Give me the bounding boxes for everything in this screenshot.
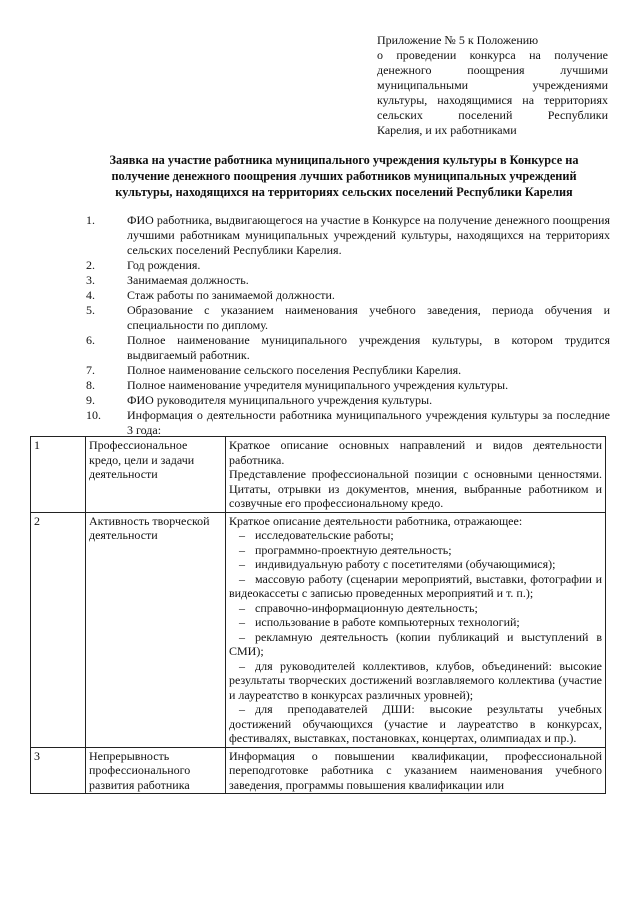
- item-number: 3.: [86, 273, 95, 287]
- row-title: Непрерывность профессионального развития работника: [86, 747, 226, 794]
- table-row: [31, 512, 606, 747]
- bullet-item: [229, 543, 602, 558]
- appendix-line: денежного поощрения лучшими: [377, 63, 608, 77]
- dash-marker: –: [239, 658, 245, 673]
- bullet-item: [229, 630, 602, 659]
- item-number: 2.: [86, 258, 95, 272]
- list-item: [86, 378, 610, 393]
- item-number: 7.: [86, 363, 95, 377]
- bullet-text: для руководителей коллективов, клубов, объединений: высокие результаты творческих достижений возглавляемого коллектива (участие и лауреатство в конкурсах различных уровней);: [229, 658, 602, 702]
- bullet-item: [229, 615, 602, 630]
- appendix-line: Карелия, и их работниками: [377, 123, 517, 137]
- requirements-list: [86, 213, 610, 438]
- item-text: Полное наименование учредителя муниципального учреждения культуры.: [127, 378, 509, 392]
- item-number: 5.: [86, 303, 95, 317]
- description-paragraph: Представление профессиональной позиции с основными ценностями. Цитаты, отрывки из документов, мнения, выбранные работником и созвучные его профессиональному кредо.: [229, 467, 602, 510]
- list-item: [86, 213, 610, 258]
- list-item: [86, 273, 610, 288]
- row-number: 2: [31, 512, 86, 747]
- item-text: Занимаемая должность.: [127, 273, 249, 287]
- dash-marker: –: [239, 528, 245, 542]
- item-number: 6.: [86, 333, 95, 347]
- dash-marker: –: [239, 542, 245, 557]
- bullet-text: программно-проектную деятельность;: [255, 542, 452, 557]
- row-description: Информация о повышении квалификации, профессиональной переподготовке работника с указанием наименования учебного заведения, программы повышения квалификации или: [226, 747, 606, 794]
- bullet-text: индивидуальную работу с посетителями (обучающимися);: [255, 557, 556, 571]
- appendix-header: [377, 33, 608, 138]
- item-number: 9.: [86, 393, 95, 407]
- bullet-item: [229, 702, 602, 746]
- item-text: ФИО работника, выдвигающегося на участие в Конкурсе на получение денежного поощрения лучшими работникам муниципальных учреждений культуры, находящихся на территориях сельских поселений Республики Карелия.: [127, 213, 610, 257]
- item-text: ФИО руководителя муниципального учреждения культуры.: [127, 393, 433, 407]
- item-text: Полное наименование муниципального учреждения культуры, в котором трудится выдвигаемый работник.: [127, 333, 610, 362]
- list-item: [86, 258, 610, 273]
- item-text: Образование с указанием наименования учебного заведения, периода обучения и специальности по диплому.: [127, 303, 610, 332]
- item-number: 10.: [86, 408, 101, 422]
- appendix-line: сельских поселений Республики: [377, 108, 608, 122]
- description-paragraph: Краткое описание основных направлений и видов деятельности работника.: [229, 438, 602, 467]
- item-text: Информация о деятельности работника муниципального учреждения культуры за последние 3 года:: [127, 408, 610, 437]
- appendix-line: Приложение № 5 к Положению: [377, 33, 539, 47]
- appendix-line: муниципальными учреждениями: [377, 78, 608, 92]
- item-text: Полное наименование сельского поселения Республики Карелия.: [127, 363, 462, 377]
- row-title: Профессиональное кредо, цели и задачи деятельности: [86, 437, 226, 513]
- bullet-item: [229, 659, 602, 703]
- bullet-item: [229, 601, 602, 616]
- row-number: 3: [31, 747, 86, 794]
- dash-marker: –: [239, 702, 245, 716]
- activity-table: [30, 436, 606, 794]
- dash-marker: –: [239, 600, 245, 615]
- item-number: 1.: [86, 213, 95, 227]
- item-number: 4.: [86, 288, 95, 302]
- row-number: 1: [31, 437, 86, 513]
- appendix-line: культуры, находящимися на территориях: [377, 93, 608, 107]
- dash-marker: –: [239, 571, 245, 586]
- bullet-text: использование в работе компьютерных технологий;: [255, 615, 520, 629]
- dash-marker: –: [239, 557, 245, 571]
- item-text: Год рождения.: [127, 258, 201, 272]
- dash-marker: –: [239, 629, 245, 644]
- list-item: [86, 288, 610, 303]
- bullet-item: [229, 572, 602, 601]
- row-description: [226, 437, 606, 513]
- dash-marker: –: [239, 615, 245, 629]
- row-description: [226, 512, 606, 747]
- bullet-text: для преподавателей ДШИ: высокие результаты учебных достижений обучающихся (участие и лауреатство в конкурсах, фестивалях, выставках, постановках, концертах, олимпиадах и пр.).: [229, 702, 602, 745]
- list-item: [86, 333, 610, 363]
- appendix-line: о проведении конкурса на получение: [377, 48, 608, 62]
- table-row: [31, 747, 606, 794]
- item-text: Стаж работы по занимаемой должности.: [127, 288, 335, 302]
- list-item: [86, 303, 610, 333]
- row-title: Активность творческой деятельности: [86, 512, 226, 747]
- item-number: 8.: [86, 378, 95, 392]
- bullet-text: справочно-информационную деятельность;: [255, 600, 478, 615]
- bullet-text: рекламную деятельность (копии публикаций и выступлений в СМИ);: [229, 629, 602, 658]
- bullet-item: [229, 528, 602, 543]
- document-title: Заявка на участие работника муниципального учреждения культуры в Конкурсе на получение денежного поощрения лучших работников муниципальных учреждений культуры, находящихся на территориях сельских поселений Республики Карелия: [109, 153, 579, 199]
- list-item: [86, 363, 610, 378]
- bullet-text: массовую работу (сценарии мероприятий, выставки, фотографии и видеокассеты с записью проведенных мероприятий и т. п.);: [229, 571, 602, 600]
- list-item: [86, 408, 610, 438]
- bullet-item: [229, 557, 602, 572]
- list-item: [86, 393, 610, 408]
- bullet-text: исследовательские работы;: [255, 528, 394, 542]
- table-row: [31, 437, 606, 513]
- description-intro: Краткое описание деятельности работника, отражающее:: [229, 513, 523, 528]
